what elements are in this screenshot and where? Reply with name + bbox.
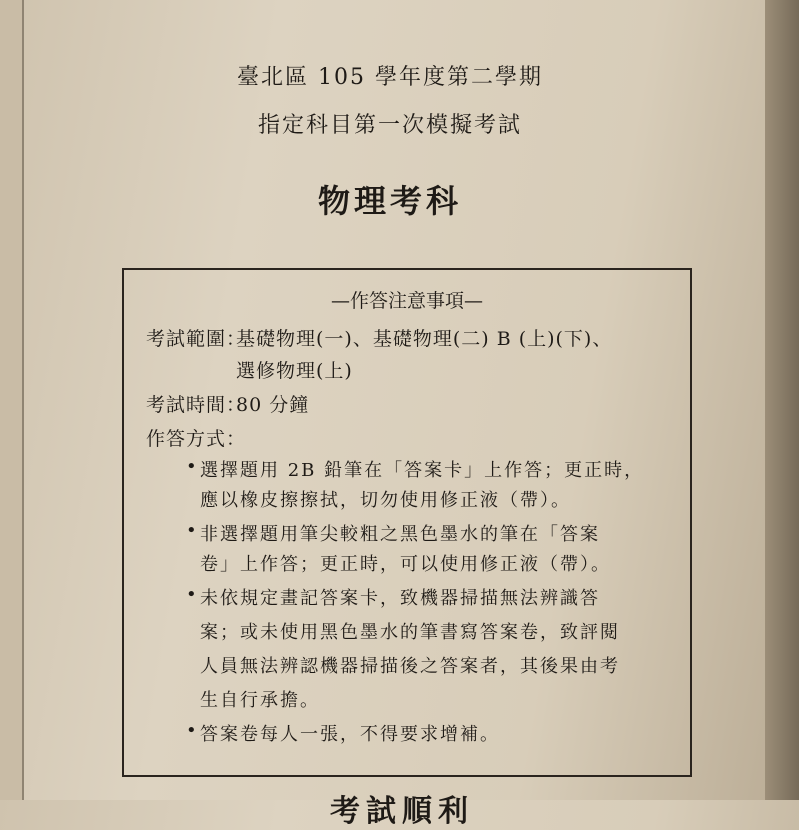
scope-line-2: 選修物理(上) bbox=[236, 360, 353, 382]
notice-title: —作答注意事項— bbox=[330, 290, 483, 312]
exam-region-title: 臺北區 105 學年度第二學期 bbox=[237, 65, 543, 90]
bullet-item-cont: 應以橡皮擦擦拭，切勿使用修正液（帶）。 bbox=[200, 490, 571, 511]
bullet-item-cont: 案；或未使用黑色墨水的筆書寫答案卷，致評閱 bbox=[200, 622, 620, 643]
scope-label: 考試範圍： bbox=[146, 328, 247, 350]
scope-line-1: 基礎物理(一)、基礎物理(二) B (上)(下)、 bbox=[236, 328, 613, 350]
instructions-box bbox=[122, 268, 692, 777]
exam-name-title: 指定科目第一次模擬考試 bbox=[257, 113, 522, 138]
bullet-item: • 選擇題用 2B 鉛筆在「答案卡」上作答；更正時， bbox=[186, 456, 645, 481]
method-label: 作答方式： bbox=[146, 428, 247, 450]
time-label: 考試時間： bbox=[146, 394, 247, 416]
bullet-item-cont: 卷」上作答；更正時，可以使用修正液（帶）。 bbox=[200, 554, 611, 575]
subject-title: 物理考科 bbox=[317, 182, 462, 220]
footer-partial-text: 考試順利 bbox=[330, 794, 474, 829]
bullet-item: • 答案卷每人一張，不得要求增補。 bbox=[186, 720, 500, 745]
bullet-item-cont: 生自行承擔。 bbox=[200, 690, 320, 711]
bullet-item: • 未依規定畫記答案卡，致機器掃描無法辨識答 bbox=[186, 584, 600, 609]
time-value: 80 分鐘 bbox=[236, 394, 310, 416]
bullet-item: • 非選擇題用筆尖較粗之黑色墨水的筆在「答案 bbox=[186, 520, 600, 545]
bullet-item-cont: 人員無法辨認機器掃描後之答案者，其後果由考 bbox=[200, 656, 620, 677]
